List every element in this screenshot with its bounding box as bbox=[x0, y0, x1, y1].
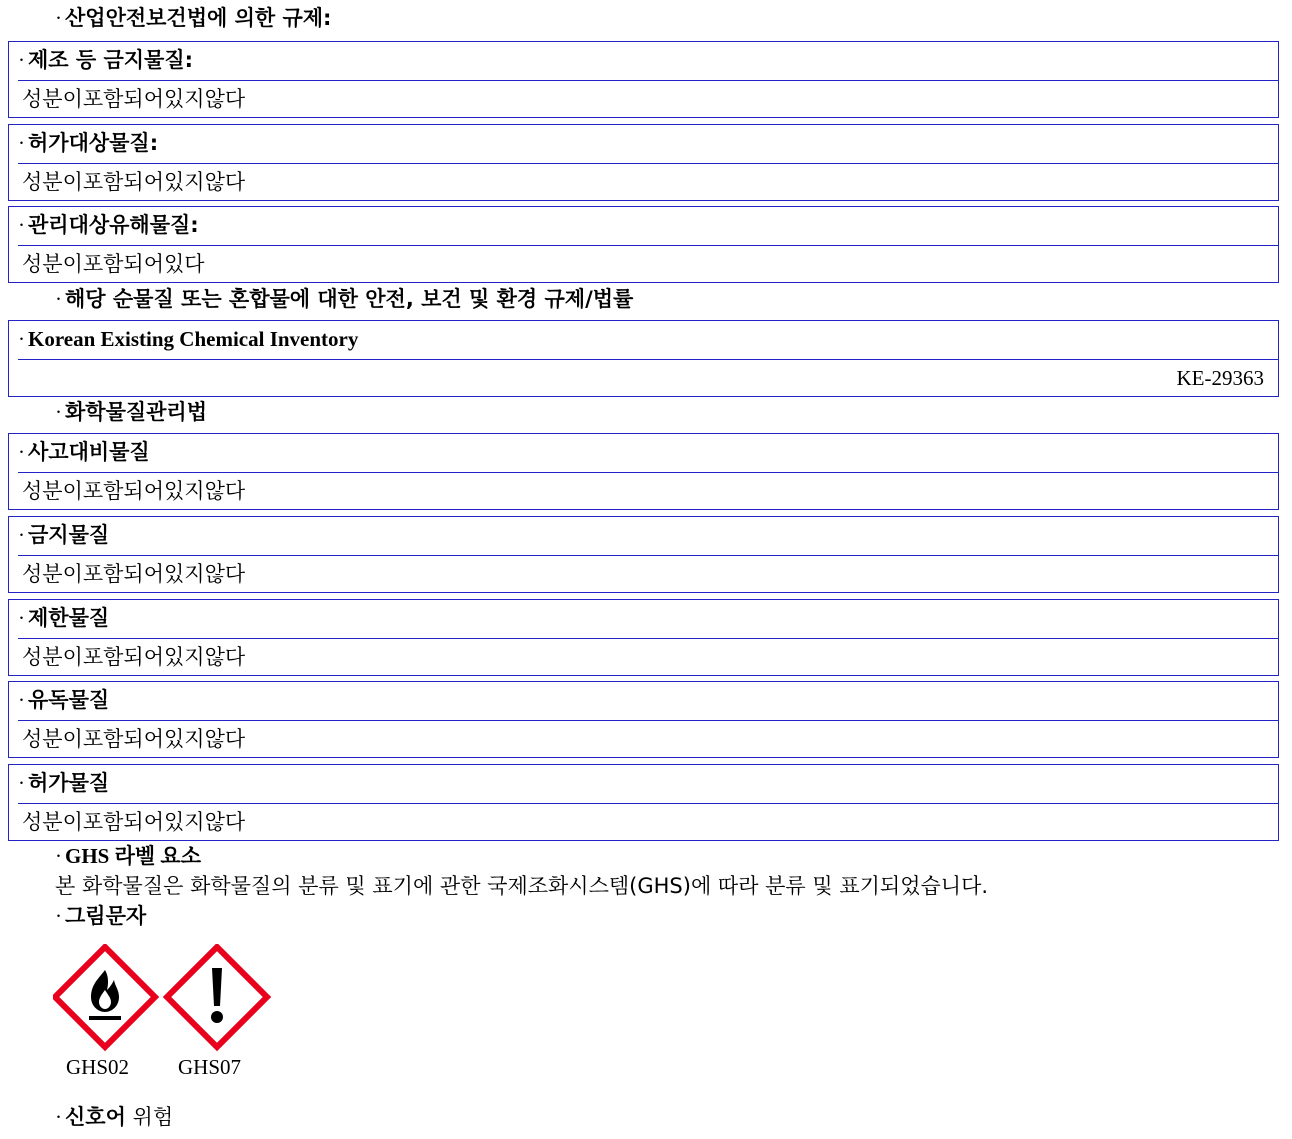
box-value: 성분이포함되어있지않다 bbox=[18, 720, 1278, 758]
osh-box-managed-hazard bbox=[8, 206, 1279, 283]
signal-word-line: · 신호어 위험 bbox=[55, 1105, 174, 1129]
box-value: 성분이포함되어있지않다 bbox=[18, 80, 1278, 118]
box-value: 성분이포함되어있지않다 bbox=[18, 803, 1278, 841]
chem-box-permit bbox=[8, 764, 1279, 841]
box-value: 성분이포함되어있다 bbox=[18, 245, 1278, 283]
box-value: 성분이포함되어있지않다 bbox=[18, 555, 1278, 593]
keci-box bbox=[8, 320, 1279, 397]
keci-title: · Korean Existing Chemical Inventory bbox=[18, 327, 359, 351]
chem-act-heading: · 화학물질관리법 bbox=[55, 400, 208, 424]
pictograms bbox=[53, 944, 273, 1058]
keci-number: KE-29363 bbox=[18, 359, 1278, 397]
ghs-heading: · GHS 라벨 요소 bbox=[55, 844, 201, 868]
flame-icon bbox=[55, 947, 155, 1047]
ghs02-label: GHS02 bbox=[66, 1055, 130, 1079]
box-title: · 사고대비물질 bbox=[18, 440, 150, 464]
box-title: · 제한물질 bbox=[18, 606, 110, 630]
box-title: · 관리대상유해물질: bbox=[18, 213, 199, 237]
pictogram-svg bbox=[53, 944, 273, 1054]
osh-box-permit-substance bbox=[8, 124, 1279, 201]
box-value: 성분이포함되어있지않다 bbox=[18, 163, 1278, 201]
exclamation-icon bbox=[167, 947, 267, 1047]
box-title: · 허가대상물질: bbox=[18, 131, 159, 155]
chem-box-toxic bbox=[8, 681, 1279, 758]
box-title: · 금지물질 bbox=[18, 523, 110, 547]
chem-box-accident-prep bbox=[8, 433, 1279, 510]
box-title: · 허가물질 bbox=[18, 771, 110, 795]
box-title: · 제조 등 금지물질: bbox=[18, 48, 194, 72]
box-value: 성분이포함되어있지않다 bbox=[18, 472, 1278, 510]
ghs07-label: GHS07 bbox=[178, 1055, 242, 1079]
signal-word-label: 신호어 bbox=[65, 1105, 126, 1129]
chem-box-restricted bbox=[8, 599, 1279, 676]
signal-word-value: 위험 bbox=[132, 1105, 174, 1129]
box-title: · 유독물질 bbox=[18, 688, 110, 712]
pictogram-heading: · 그림문자 bbox=[55, 904, 147, 928]
chem-box-prohibited bbox=[8, 516, 1279, 593]
osh-box-manufacture-ban bbox=[8, 41, 1279, 118]
osh-heading: · 산업안전보건법에 의한 규제: bbox=[55, 6, 332, 30]
regulations-heading: · 해당 순물질 또는 혼합물에 대한 안전, 보건 및 환경 규제/법률 bbox=[55, 287, 634, 311]
ghs-statement: 본 화학물질은 화학물질의 분류 및 표기에 관한 국제조화시스템(GHS)에 따라 분류 및 표기되었습니다. bbox=[55, 874, 989, 898]
box-value: 성분이포함되어있지않다 bbox=[18, 638, 1278, 676]
